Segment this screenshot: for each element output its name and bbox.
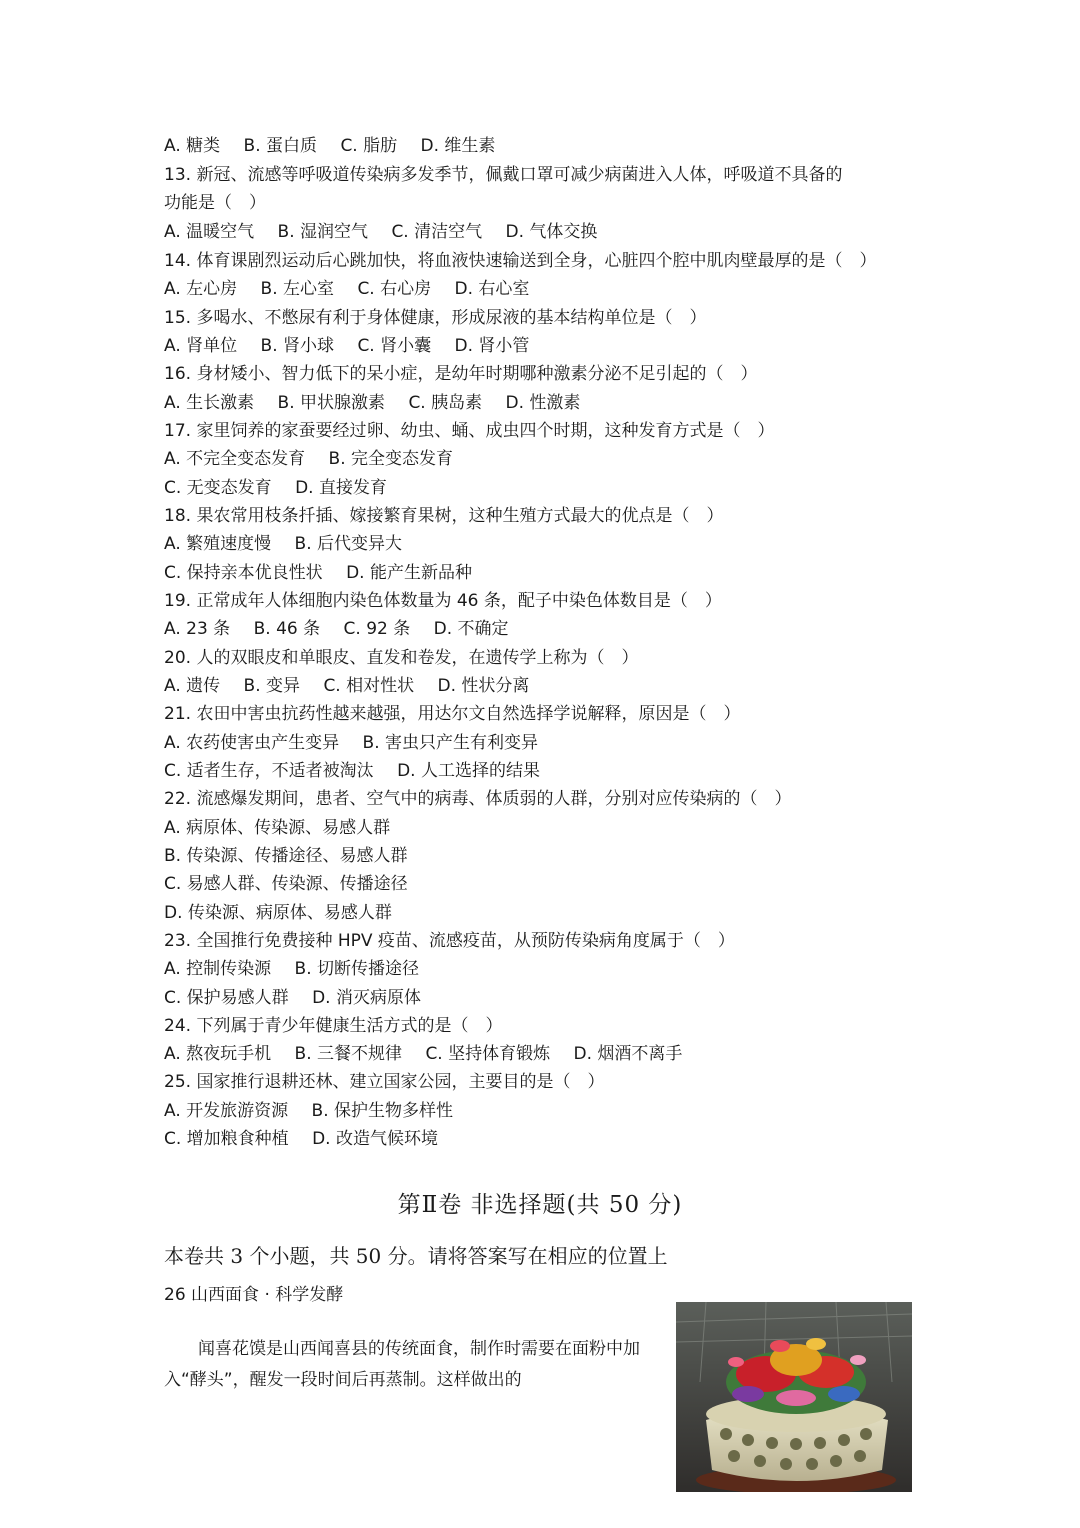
option-d: D. 右心室 xyxy=(454,279,530,299)
option-b: B. 蛋白质 xyxy=(243,136,318,156)
option-d: D. 人工选择的结果 xyxy=(397,761,540,781)
option-d: D. 气体交换 xyxy=(505,222,598,242)
option-c: C. 保持亲本优良性状 xyxy=(164,563,323,583)
q24-stem: 24. 下列属于青少年健康生活方式的是（ ） xyxy=(164,1016,503,1036)
q22-option-a: A. 病原体、传染源、易感人群 xyxy=(164,818,391,838)
option-a: A. 繁殖速度慢 xyxy=(164,534,272,554)
q18-options-row1 xyxy=(164,530,420,558)
option-b: B. 湿润空气 xyxy=(277,222,369,242)
option-a: A. 农药使害虫产生变异 xyxy=(164,733,340,753)
q26-title: 26 山西面食 · 科学发酵 xyxy=(164,1285,344,1305)
option-a: A. 遗传 xyxy=(164,676,221,696)
option-a: A. 开发旅游资源 xyxy=(164,1101,289,1121)
option-b: B. 切断传播途径 xyxy=(294,959,420,979)
q14-options xyxy=(164,275,547,303)
q17-options-row1 xyxy=(164,445,471,473)
q21-stem: 21. 农田中害虫抗药性越来越强，用达尔文自然选择学说解释，原因是（ ） xyxy=(164,704,741,724)
q16-stem: 16. 身材矮小、智力低下的呆小症，是幼年时期哪种激素分泌不足引起的（ ） xyxy=(164,364,758,384)
q24-options xyxy=(164,1040,700,1068)
option-a: A. 熬夜玩手机 xyxy=(164,1044,272,1064)
q12-options xyxy=(164,132,513,160)
q22-option-b: B. 传染源、传播途径、易感人群 xyxy=(164,846,408,866)
section-title: 第Ⅱ卷 非选择题(共 50 分) xyxy=(397,1192,683,1218)
q13-stem-cont: 功能是（ ） xyxy=(164,193,266,213)
option-c: C. 增加粮食种植 xyxy=(164,1129,289,1149)
q25-stem: 25. 国家推行退耕还林、建立国家公园，主要目的是（ ） xyxy=(164,1072,605,1092)
option-c: C. 保护易感人群 xyxy=(164,988,289,1008)
option-a: A. 23 条 xyxy=(164,619,231,639)
option-b: B. 完全变态发育 xyxy=(328,449,454,469)
option-b: B. 肾小球 xyxy=(260,336,335,356)
option-c: C. 92 条 xyxy=(343,619,411,639)
option-c: C. 肾小囊 xyxy=(357,336,432,356)
option-b: B. 保护生物多样性 xyxy=(311,1101,454,1121)
option-d: D. 性激素 xyxy=(505,393,581,413)
option-b: B. 后代变异大 xyxy=(294,534,403,554)
section-note: 本卷共 3 个小题，共 50 分。请将答案写在相应的位置上 xyxy=(164,1244,668,1268)
q19-options xyxy=(164,615,527,643)
option-a: A. 生长激素 xyxy=(164,393,255,413)
option-c: C. 右心房 xyxy=(357,279,432,299)
option-d: D. 维生素 xyxy=(420,136,496,156)
option-a: A. 糖类 xyxy=(164,136,221,156)
q21-options-row1 xyxy=(164,729,556,757)
option-a: A. 温暖空气 xyxy=(164,222,255,242)
q23-options-row1 xyxy=(164,955,437,983)
option-a: A. 不完全变态发育 xyxy=(164,449,306,469)
option-b: B. 变异 xyxy=(243,676,301,696)
option-b: B. 甲状腺激素 xyxy=(277,393,386,413)
q16-options xyxy=(164,389,598,417)
option-b: B. 害虫只产生有利变异 xyxy=(362,733,539,753)
option-d: D. 直接发育 xyxy=(295,478,387,498)
q13-stem: 13. 新冠、流感等呼吸道传染病多发季节，佩戴口罩可减少病菌进入人体，呼吸道不具备的 xyxy=(164,165,843,185)
q23-options-row2 xyxy=(164,984,439,1012)
option-c: C. 坚持体育锻炼 xyxy=(425,1044,551,1064)
option-b: B. 三餐不规律 xyxy=(294,1044,403,1064)
option-a: A. 肾单位 xyxy=(164,336,238,356)
option-d: D. 能产生新品种 xyxy=(346,563,472,583)
q26-paragraph: 闻喜花馍是山西闻喜县的传统面食，制作时需要在面粉中加入“酵头”，醒发一段时间后再蒸制。这样做出的 xyxy=(164,1339,640,1390)
q25-options-row1 xyxy=(164,1097,471,1125)
q20-stem: 20. 人的双眼皮和单眼皮、直发和卷发，在遗传学上称为（ ） xyxy=(164,648,639,668)
option-c: C. 无变态发育 xyxy=(164,478,272,498)
q15-options xyxy=(164,332,547,360)
q19-stem: 19. 正常成年人体细胞内染色体数量为 46 条，配子中染色体数目是（ ） xyxy=(164,591,722,611)
option-d: D. 性状分离 xyxy=(437,676,530,696)
option-a: A. 左心房 xyxy=(164,279,238,299)
q17-options-row2 xyxy=(164,474,405,502)
flower-bun-photo xyxy=(676,1302,912,1492)
option-c: C. 相对性状 xyxy=(323,676,415,696)
q18-options-row2 xyxy=(164,559,490,587)
option-a: A. 控制传染源 xyxy=(164,959,272,979)
q20-options xyxy=(164,672,547,700)
option-d: D. 改造气候环境 xyxy=(312,1129,438,1149)
q22-stem: 22. 流感爆发期间，患者、空气中的病毒、体质弱的人群，分别对应传染病的（ ） xyxy=(164,789,792,809)
option-c: C. 清洁空气 xyxy=(391,222,483,242)
option-b: B. 左心室 xyxy=(260,279,335,299)
q25-options-row2 xyxy=(164,1125,456,1153)
q14-stem: 14. 体育课剧烈运动后心跳加快，将血液快速输送到全身，心脏四个腔中肌肉壁最厚的是（ ） xyxy=(164,251,877,271)
option-c: C. 适者生存，不适者被淘汰 xyxy=(164,761,374,781)
q18-stem: 18. 果农常用枝条扦插、嫁接繁育果树，这种生殖方式最大的优点是（ ） xyxy=(164,506,724,526)
option-d: D. 不确定 xyxy=(433,619,509,639)
option-d: D. 肾小管 xyxy=(454,336,530,356)
q17-stem: 17. 家里饲养的家蚕要经过卵、幼虫、蛹、成虫四个时期，这种发育方式是（ ） xyxy=(164,421,775,441)
option-d: D. 烟酒不离手 xyxy=(573,1044,683,1064)
q15-stem: 15. 多喝水、不憋尿有利于身体健康，形成尿液的基本结构单位是（ ） xyxy=(164,308,707,328)
option-c: C. 胰岛素 xyxy=(408,393,483,413)
q21-options-row2 xyxy=(164,757,558,785)
q13-options xyxy=(164,218,615,246)
option-c: C. 脂肪 xyxy=(340,136,398,156)
q22-option-d: D. 传染源、病原体、易感人群 xyxy=(164,903,392,923)
option-b: B. 46 条 xyxy=(253,619,321,639)
option-d: D. 消灭病原体 xyxy=(312,988,421,1008)
q23-stem: 23. 全国推行免费接种 HPV 疫苗、流感疫苗，从预防传染病角度属于（ ） xyxy=(164,931,735,951)
q22-option-c: C. 易感人群、传染源、传播途径 xyxy=(164,874,408,894)
